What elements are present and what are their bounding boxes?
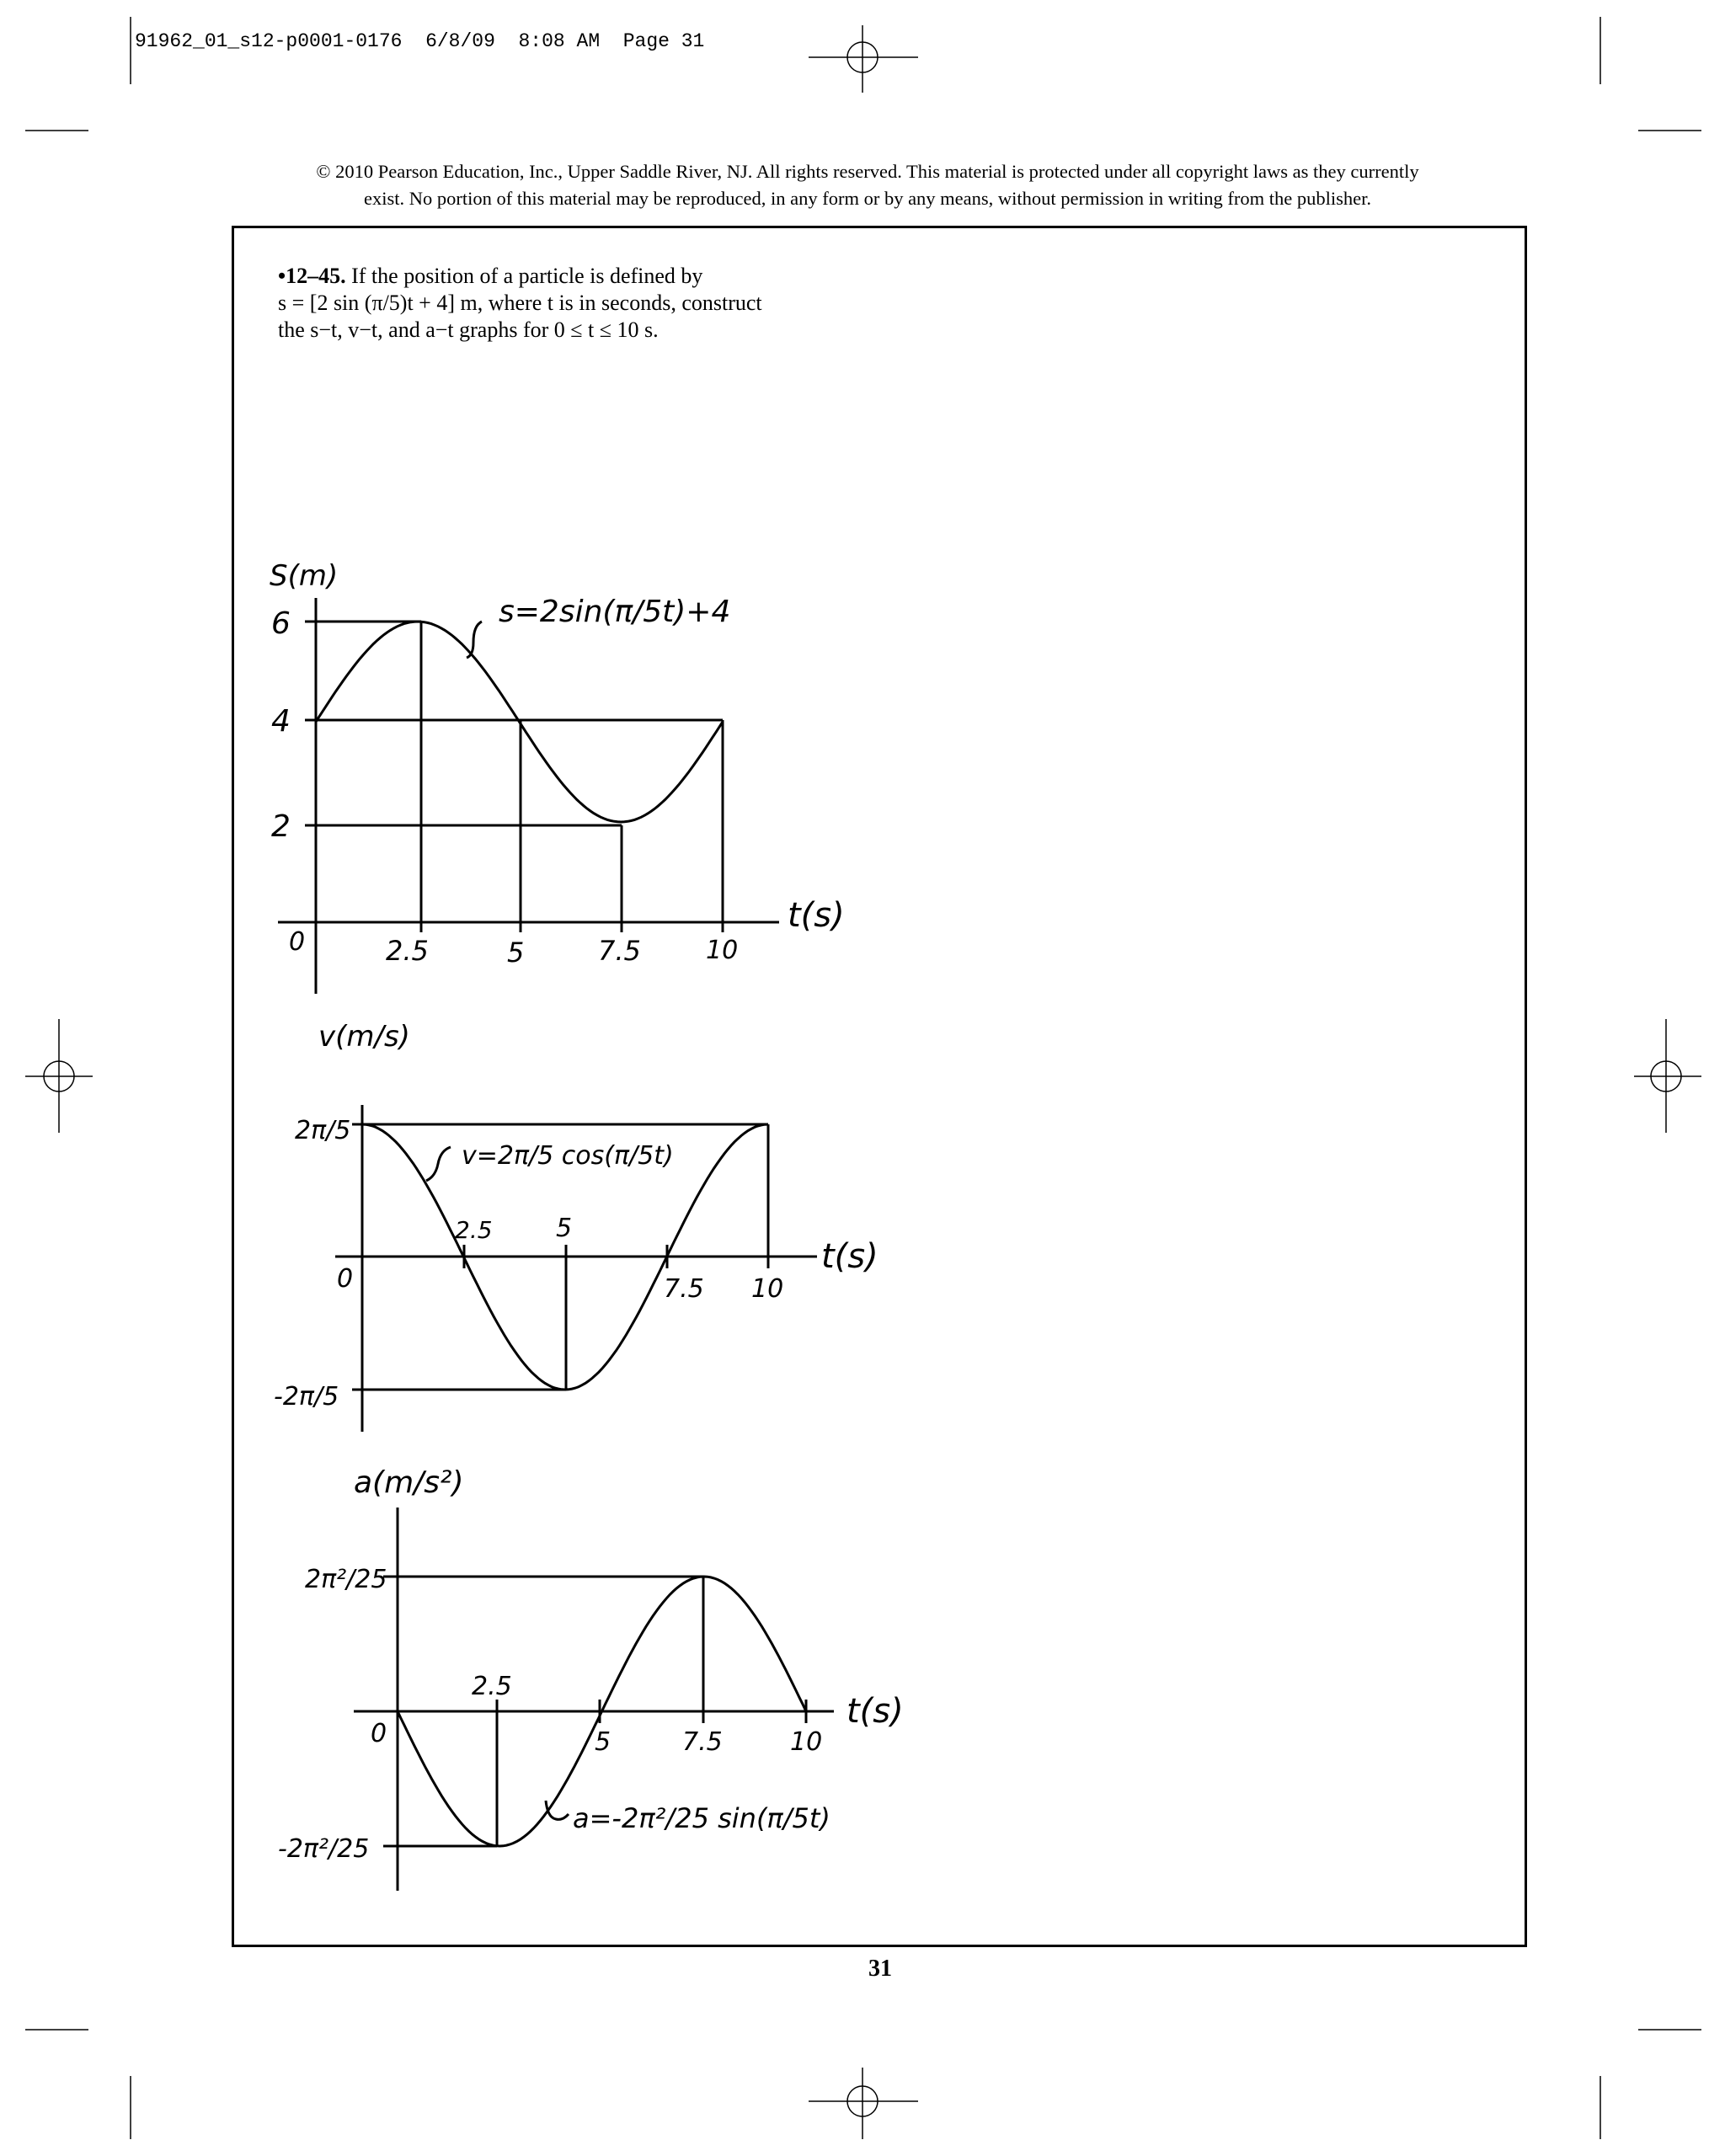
x-tick-label: 10 — [790, 1727, 823, 1757]
t-axis-label: t(s) — [821, 1237, 879, 1276]
y-tick-label: 4 — [271, 704, 291, 739]
x-tick-label: 7.5 — [682, 1727, 723, 1757]
x-tick-label: 5 — [507, 937, 525, 969]
x-tick-label: 7.5 — [598, 935, 641, 967]
s-t-graph — [278, 598, 779, 994]
t-axis-label: t(s) — [846, 1692, 904, 1731]
a-t-labels — [278, 1465, 904, 1864]
y-tick-label: 2 — [271, 809, 291, 844]
slug-date: 6/8/09 — [425, 30, 495, 52]
registration-mark-left — [25, 1019, 93, 1133]
y-tick-label: 6 — [271, 606, 291, 641]
a-axis-label: a(m/s²) — [354, 1465, 464, 1500]
s-equation: s=2sin(π/5t)+4 — [499, 595, 731, 629]
page-number: 31 — [868, 1956, 892, 1982]
y-tick-label: -2π²/25 — [278, 1834, 370, 1864]
problem-text-2: s = [2 sin (π/5)t + 4] m, where t is in seconds, construct — [278, 291, 762, 315]
problem-text-3: the s−t, v−t, and a−t graphs for 0 ≤ t ≤ 10 s. — [278, 318, 659, 342]
problem-number: •12–45. — [278, 264, 346, 288]
x-tick-label: 7.5 — [664, 1274, 704, 1304]
y-tick-label: 2π/5 — [295, 1116, 351, 1145]
copyright-line-1: © 2010 Pearson Education, Inc., Upper Saddle River, NJ. All rights reserved. This material is protected under all copyright laws as they currently — [316, 161, 1419, 182]
v-t-labels — [274, 1020, 879, 1412]
t-axis-label: t(s) — [788, 896, 845, 935]
x-tick-label: 2.5 — [472, 1672, 512, 1701]
v-equation: v=2π/5 cos(π/5t) — [462, 1141, 674, 1171]
slug-time: 8:08 AM — [518, 30, 601, 52]
origin-label: 0 — [371, 1719, 387, 1748]
slug-page: Page 31 — [622, 30, 705, 52]
origin-label: 0 — [337, 1264, 354, 1294]
y-tick-label: -2π/5 — [274, 1382, 339, 1412]
problem-text-1: If the position of a particle is defined by — [351, 264, 703, 288]
x-tick-label: 5 — [556, 1214, 573, 1243]
s-axis-label: S(m) — [270, 559, 339, 593]
registration-mark-right — [1634, 1019, 1701, 1133]
x-tick-label: 10 — [706, 936, 739, 965]
x-tick-label: 2.5 — [455, 1216, 493, 1244]
crop-marks — [25, 17, 1701, 2139]
v-axis-label: v(m/s) — [318, 1020, 410, 1054]
registration-mark-bottom — [809, 2068, 918, 2139]
registration-mark-top — [809, 25, 918, 93]
copyright-line-2: exist. No portion of this material may be reproduced, in any form or by any means, without permission in writing from the publisher. — [363, 188, 1371, 209]
x-tick-label: 2.5 — [386, 935, 429, 967]
registration-marks — [25, 25, 1701, 2139]
equation-leader — [426, 1147, 451, 1181]
y-tick-label: 2π²/25 — [305, 1565, 387, 1594]
origin-label: 0 — [289, 927, 306, 957]
a-equation: a=-2π²/25 sin(π/5t) — [573, 1802, 830, 1834]
x-tick-label: 5 — [595, 1727, 611, 1757]
slug-file: 91962_01_s12-p0001-0176 — [135, 30, 403, 52]
x-tick-label: 10 — [751, 1274, 784, 1304]
